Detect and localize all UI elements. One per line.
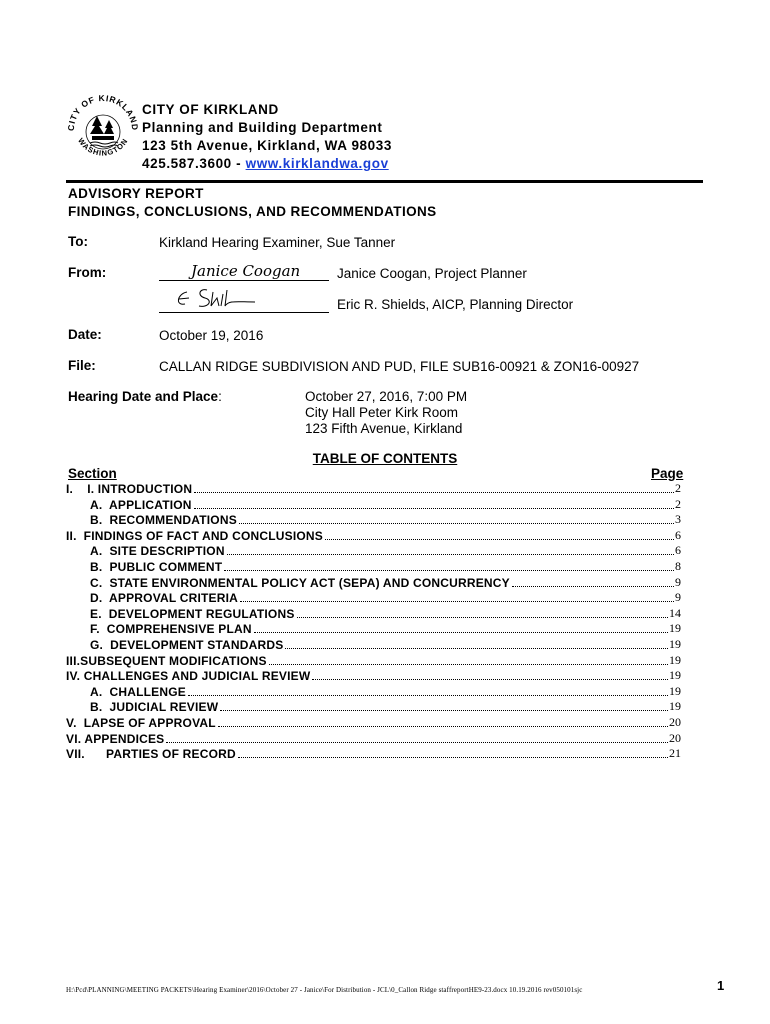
toc-entry-title: I. I. INTRODUCTION	[66, 482, 193, 496]
toc-entry-page: 19	[669, 683, 681, 698]
director-signature-image	[169, 284, 259, 312]
toc-section-header: Section	[68, 466, 117, 481]
report-title-line1: ADVISORY REPORT	[68, 186, 204, 201]
toc-leader-dots	[218, 726, 668, 727]
toc-entry-page: 3	[675, 512, 681, 527]
toc-entry[interactable]	[66, 715, 681, 730]
from-planner: Janice Coogan, Project Planner	[337, 266, 527, 281]
city-name: CITY OF KIRKLAND	[142, 102, 279, 117]
toc-entry[interactable]	[66, 606, 681, 621]
footer-file-path: H:\Pcd\PLANNING\MEETING PACKETS\Hearing Examiner\2016\October 27 - Janice\For Distribution - JCL\0_Callon Ridge staffreportHE9-23.docx 10.19.2016 rev050101sjc	[66, 986, 583, 994]
toc-entry-page: 6	[675, 543, 681, 558]
toc-entry-title: B. PUBLIC COMMENT	[90, 560, 223, 574]
toc-entry[interactable]	[66, 637, 681, 652]
toc-entry-title: F. COMPREHENSIVE PLAN	[90, 622, 252, 637]
toc-entry[interactable]	[66, 528, 681, 543]
toc-entry-title: V. LAPSE OF APPROVAL	[66, 716, 216, 730]
file-label: File:	[68, 358, 96, 373]
toc-entry-page: 19	[669, 621, 681, 636]
toc-entry-page: 20	[669, 715, 681, 729]
toc-entry-title: VI. APPENDICES	[66, 731, 165, 746]
toc-entry[interactable]	[66, 746, 681, 761]
department-address: 123 5th Avenue, Kirkland, WA 98033	[142, 138, 392, 153]
toc-leader-dots	[188, 695, 668, 696]
signature-line-planner	[159, 264, 329, 281]
toc-entry-title: A. CHALLENGE	[90, 684, 186, 699]
toc-entry-page: 21	[669, 746, 681, 761]
toc-entry[interactable]	[66, 699, 681, 714]
to-label: To:	[68, 234, 88, 249]
toc-leader-dots	[297, 617, 668, 618]
date-label: Date:	[68, 327, 102, 342]
toc-entry-title: III.SUBSEQUENT MODIFICATIONS	[66, 653, 267, 668]
planner-signature: Janice Coogan	[191, 262, 301, 280]
toc-entry-page: 19	[669, 668, 681, 683]
toc-entry[interactable]	[66, 590, 681, 605]
toc-entry[interactable]	[66, 731, 681, 746]
toc-entry-title: B. RECOMMENDATIONS	[90, 513, 237, 528]
header-divider	[66, 180, 703, 183]
toc-entry-title: II. FINDINGS OF FACT AND CONCLUSIONS	[66, 528, 323, 543]
toc-entry-title: C. STATE ENVIRONMENTAL POLICY ACT (SEPA) AND CONCURRENCY	[90, 575, 510, 590]
toc-entry[interactable]	[66, 684, 681, 699]
hearing-address: 123 Fifth Avenue, Kirkland	[305, 421, 463, 436]
hearing-details	[305, 389, 467, 437]
toc-leader-dots	[166, 742, 668, 743]
from-director: Eric R. Shields, AICP, Planning Director	[337, 297, 574, 312]
toc-leader-dots	[240, 601, 674, 602]
svg-text:CITY OF KIRKLAND: CITY OF KIRKLAND	[65, 92, 141, 132]
toc-entry-title: VII. PARTIES OF RECORD	[66, 747, 236, 762]
toc-leader-dots	[224, 570, 674, 571]
toc-entry[interactable]	[66, 653, 681, 668]
toc-entry[interactable]	[66, 621, 681, 636]
hearing-date: October 27, 2016, 7:00 PM	[305, 389, 468, 404]
toc-entry-title: A. SITE DESCRIPTION	[90, 544, 225, 559]
hearing-room: City Hall Peter Kirk Room	[305, 405, 459, 420]
toc-entry[interactable]	[66, 543, 681, 558]
toc-entry-title: E. DEVELOPMENT REGULATIONS	[90, 606, 295, 621]
phone-number: 425.587.3600 -	[142, 156, 246, 171]
toc-entry[interactable]	[66, 559, 681, 574]
toc-entry-page: 19	[669, 699, 681, 714]
toc-entry-page: 19	[669, 652, 681, 667]
toc-entry-title: A. APPLICATION	[90, 497, 192, 512]
toc-leader-dots	[269, 664, 668, 665]
toc-leader-dots	[312, 679, 668, 680]
toc-entry-page: 2	[675, 496, 681, 511]
toc-leader-dots	[512, 586, 674, 587]
toc-leader-dots	[194, 508, 674, 509]
toc-entry-page: 2	[675, 481, 681, 495]
toc-entry[interactable]	[66, 668, 681, 683]
toc-leader-dots	[227, 554, 674, 555]
toc-entry[interactable]	[66, 512, 681, 527]
toc-entry-page: 14	[669, 605, 681, 620]
date-value: October 19, 2016	[159, 328, 264, 343]
toc-entry-title: B. JUDICIAL REVIEW	[90, 700, 219, 715]
website-link[interactable]: www.kirklandwa.gov	[245, 156, 389, 171]
report-title	[68, 185, 437, 221]
signature-line-director	[159, 296, 329, 313]
department-name: Planning and Building Department	[142, 120, 383, 135]
toc-entry-page: 8	[675, 559, 681, 573]
toc-leader-dots	[325, 539, 674, 540]
toc-entry[interactable]	[66, 575, 681, 590]
city-seal-logo	[64, 90, 142, 168]
to-value: Kirkland Hearing Examiner, Sue Tanner	[159, 235, 396, 250]
report-title-line2: FINDINGS, CONCLUSIONS, AND RECOMMENDATIONS	[68, 204, 437, 219]
toc-leader-dots	[239, 523, 674, 524]
file-value: CALLAN RIDGE SUBDIVISION AND PUD, FILE SUB16-00921 & ZON16-00927	[159, 359, 640, 374]
toc-entry[interactable]	[66, 481, 681, 496]
hearing-label-text: Hearing Date and Place	[68, 389, 219, 404]
contact-line	[142, 155, 392, 173]
hearing-label-colon: :	[218, 389, 222, 404]
toc-leader-dots	[254, 632, 668, 633]
toc-entry-page: 9	[675, 590, 681, 605]
toc-entry-page: 6	[675, 527, 681, 542]
page-number: 1	[717, 978, 725, 993]
toc-entry-page: 19	[669, 637, 681, 651]
toc-entry-title: G. DEVELOPMENT STANDARDS	[90, 638, 284, 652]
letterhead	[142, 101, 392, 173]
toc-leader-dots	[194, 492, 674, 493]
toc-entry-page: 9	[675, 574, 681, 589]
hearing-label	[68, 389, 222, 404]
svg-text:WASHINGTON: WASHINGTON	[76, 136, 130, 158]
toc-leader-dots	[220, 710, 668, 711]
from-label: From:	[68, 265, 107, 280]
toc-page-header: Page	[651, 466, 684, 481]
toc-title: TABLE OF CONTENTS	[312, 451, 458, 466]
toc-entry-title: D. APPROVAL CRITERIA	[90, 591, 238, 606]
toc-entry[interactable]	[66, 497, 681, 512]
toc-entry-title: IV. CHALLENGES AND JUDICIAL REVIEW	[66, 669, 311, 684]
toc-entry-page: 20	[669, 730, 681, 745]
toc-leader-dots	[238, 757, 668, 758]
toc-leader-dots	[285, 648, 668, 649]
